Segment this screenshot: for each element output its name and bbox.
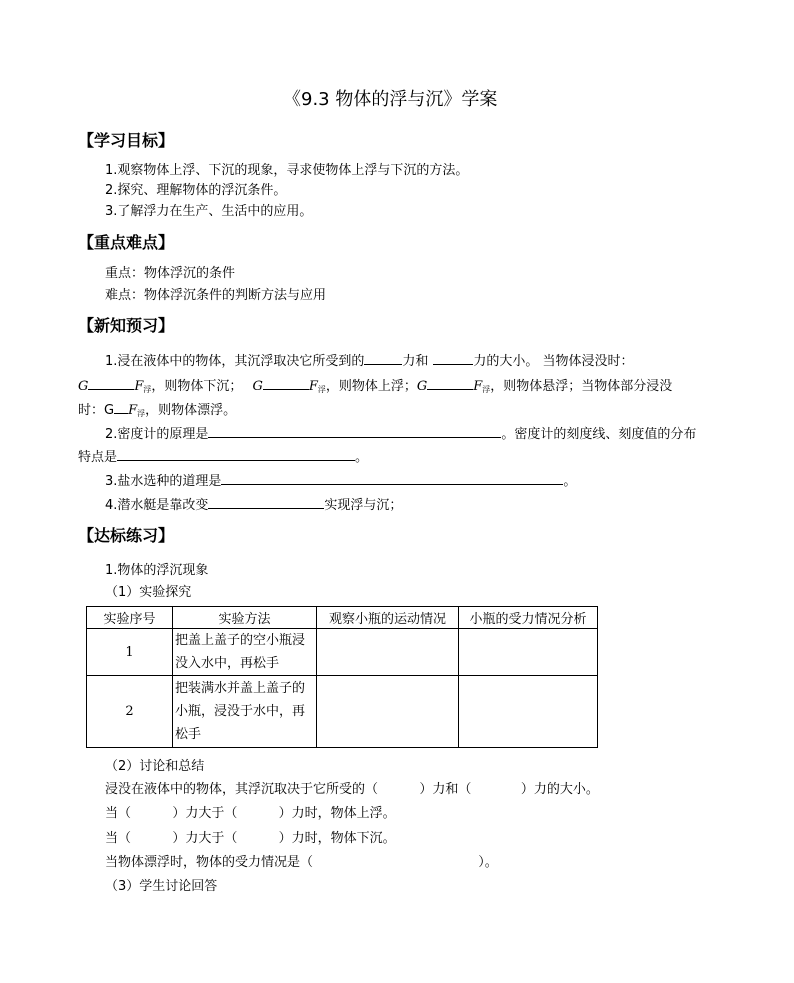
fill-blank[interactable] <box>117 447 355 461</box>
column-header: 观察小瓶的运动情况 <box>317 607 459 629</box>
fill-blank[interactable] <box>364 351 402 365</box>
method-cell <box>173 629 317 676</box>
q3-text: 3.盐水选种的道理是 <box>105 474 222 489</box>
fill-blank[interactable] <box>221 471 563 485</box>
q2-text-c: 特点是 <box>78 450 118 465</box>
preview-q2-line2 <box>78 447 368 467</box>
method-line: 把盖上盖子的空小瓶浸 <box>175 633 306 648</box>
experiment-table <box>86 606 598 748</box>
discussion-title: （2）讨论和总结 <box>105 759 205 774</box>
symbol-f: F <box>308 379 318 394</box>
symbol-f-subscript: 浮 <box>482 385 491 394</box>
objective-item-2: 2.探究、理解物体的浮沉条件。 <box>105 183 287 198</box>
symbol-f-subscript: 浮 <box>317 385 326 394</box>
q3-period: 。 <box>563 474 577 489</box>
method-line: 没入水中，再松手 <box>175 656 280 671</box>
fill-blank[interactable] <box>427 376 473 390</box>
column-header: 实验序号 <box>87 607 173 629</box>
section-heading-preview: 【新知预习】 <box>78 316 175 335</box>
table-header-row <box>87 607 598 629</box>
section-heading-objectives: 【学习目标】 <box>78 131 175 150</box>
fill-blank[interactable] <box>114 400 128 414</box>
observation-cell[interactable] <box>317 629 459 676</box>
practice-sub1: 1.物体的浮沉现象 <box>105 563 209 578</box>
method-line: 把装满水并盖上盖子的 <box>175 681 306 696</box>
fill-blank[interactable] <box>208 424 501 438</box>
observation-cell[interactable] <box>317 676 459 748</box>
symbol-f-subscript: 浮 <box>143 385 152 394</box>
method-line: 松手 <box>175 727 202 742</box>
discussion-line-2: 当（ ）力大于（ ）力时，物体上浮。 <box>105 806 396 821</box>
symbol-f: F <box>473 379 483 394</box>
symbol-f-subscript: 浮 <box>137 409 146 418</box>
symbol-f: F <box>134 379 144 394</box>
fill-blank[interactable] <box>208 495 324 509</box>
row-number: 1 <box>87 629 173 676</box>
experiment-title: （1）实验探究 <box>105 585 192 600</box>
symbol-f: F <box>128 403 138 418</box>
row-number: 2 <box>87 676 173 748</box>
q1-sink-text: ，则物体下沉； <box>151 379 243 394</box>
method-cell <box>173 676 317 748</box>
section-heading-practice: 【达标练习】 <box>78 526 175 545</box>
q4-text-b: 实现浮与沉； <box>324 498 403 513</box>
discussion-q3-title: （3）学生讨论回答 <box>105 879 218 894</box>
fill-blank[interactable] <box>263 376 309 390</box>
key-point-focus: 重点：物体浮沉的条件 <box>105 266 236 281</box>
method-line: 小瓶，浸没于水中，再 <box>175 704 306 719</box>
preview-q4 <box>105 495 402 515</box>
key-point-difficulty: 难点：物体浮沉条件的判断方法与应用 <box>105 288 327 303</box>
fill-blank[interactable] <box>88 376 134 390</box>
symbol-g: G <box>416 379 428 394</box>
q1-suspend-text: ，则物体悬浮；当物体部分浸没 <box>490 379 673 394</box>
table-row <box>87 676 598 748</box>
q1-text-c: 力的大小。 当物体浸没时： <box>473 354 634 369</box>
q2-text-b: 。密度计的刻度线、刻度值的分布 <box>501 427 697 442</box>
discussion-line-4: 当物体漂浮时，物体的受力情况是（ ）。 <box>105 855 498 870</box>
q1-rise-text: ，则物体上浮； <box>325 379 417 394</box>
preview-q1-line2 <box>78 376 672 399</box>
discussion-line-3: 当（ ）力大于（ ）力时，物体下沉。 <box>105 831 396 846</box>
q2-period: 。 <box>355 450 369 465</box>
discussion-line-1: 浸没在液体中的物体，其浮沉取决于它所受的（ ）力和（ ）力的大小。 <box>105 782 599 797</box>
q4-text-a: 4.潜水艇是靠改变 <box>105 498 209 513</box>
symbol-g: G <box>252 379 263 394</box>
section-heading-key-points: 【重点难点】 <box>78 233 175 252</box>
column-header: 实验方法 <box>173 607 317 629</box>
analysis-cell[interactable] <box>459 676 598 748</box>
preview-q3 <box>105 471 576 491</box>
q2-text-a: 2.密度计的原理是 <box>105 427 209 442</box>
q1-float-text: ，则物体漂浮。 <box>145 403 237 418</box>
preview-q1-line3 <box>78 400 236 423</box>
q1-text-d: 时：G <box>78 403 115 418</box>
symbol-g: G <box>78 379 89 394</box>
table-row <box>87 629 598 676</box>
fill-blank[interactable] <box>433 351 473 365</box>
q1-text-b: 力和 <box>402 354 429 369</box>
page-title: 《9.3 物体的浮与沉》学案 <box>283 89 498 110</box>
analysis-cell[interactable] <box>459 629 598 676</box>
preview-q2-line1 <box>105 424 696 444</box>
objective-item-1: 1.观察物体上浮、下沉的现象，寻求使物体上浮与下沉的方法。 <box>105 163 469 178</box>
objective-item-3: 3.了解浮力在生产、生活中的应用。 <box>105 204 313 219</box>
column-header: 小瓶的受力情况分析 <box>459 607 598 629</box>
q1-text-a: 1.浸在液体中的物体，其沉浮取决它所受到的 <box>105 354 365 369</box>
preview-q1-line1 <box>105 351 634 371</box>
